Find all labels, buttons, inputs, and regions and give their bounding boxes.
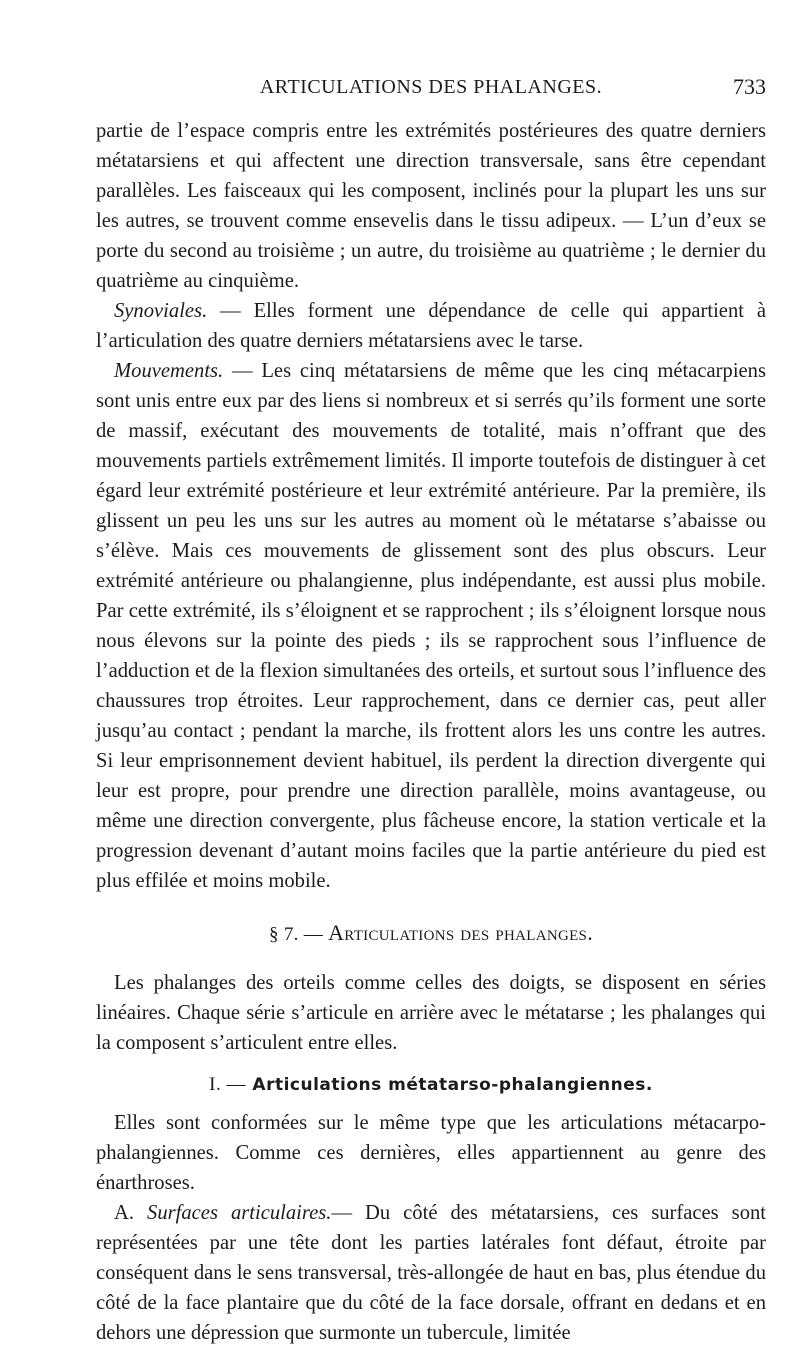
subsection-title: Articulations métatarso-phalangiennes. bbox=[252, 1075, 653, 1095]
subsection-heading bbox=[96, 1070, 766, 1100]
paragraph-conformation: Elles sont conformées sur le même type que les articulations métacarpo-phalangiennes. Comme ces dernières, elles appartiennent au genre des énarthroses. bbox=[96, 1112, 766, 1194]
section-number: § 7. — bbox=[268, 924, 324, 945]
section-title: Articulations des phalanges. bbox=[328, 920, 594, 945]
run-in-heading-surfaces: Surfaces articulaires. bbox=[147, 1202, 332, 1224]
item-label: A. bbox=[114, 1202, 135, 1224]
paragraph-text: — Les cinq métatarsiens de même que les cinq métacarpiens sont unis entre eux par des liens si nombreux et si serrés qu’ils forment une sorte de massif, exécutant des mouvements de totalité, mais n’offrant que des mouvements partiels extrêmement limités. Il importe toutefois de distinguer à cet égard leur extrémité postérieure et leur extrémité antérieure. Par la première, ils glissent un peu les uns sur les autres au moment où le métatarse s’abaisse ou s’élève. Mais ces mouvements de glissement sont des plus obscurs. Leur extrémité antérieure ou phalangienne, plus indépendante, est aussi plus mobile. Par cette extrémité, ils s’éloignent et se rapprochent ; ils s’éloignent lorsque nous nous élevons sur la pointe des pieds ; ils se rapprochent sous l’influence de l’adduction et de la flexion simultanées des orteils, et surtout sous l’influence des chaussures trop étroites. Leur rapprochement, dans ce dernier cas, peut aller jusqu’au contact ; pendant la marche, ils frottent alors les uns contre les autres. Si leur emprisonnement devient habituel, ils perdent la direction divergente qui leur est propre, pour prendre une direction parallèle, moins avantageuse, ou même une direction convergente, plus fâcheuse encore, la station verticale et la progression devenant d’autant moins faciles que la partie antérieure du pied est plus effilée et moins mobile. bbox=[96, 360, 766, 892]
body-text bbox=[96, 116, 766, 1348]
subsection-number: I. — bbox=[209, 1074, 246, 1095]
paragraph-phalanges: Les phalanges des orteils comme celles des doigts, se disposent en séries linéaires. Chaque série s’articule en arrière avec le métatarse ; les phalanges qui la composent s’articulent entre elles. bbox=[96, 972, 766, 1054]
page-number: 733 bbox=[733, 74, 766, 99]
running-header bbox=[96, 74, 766, 106]
paragraph-ligaments: partie de l’espace compris entre les extrémités postérieures des quatre derniers métatarsiens et qui affectent une direction transversale, sans être cependant parallèles. Les faisceaux qui les composent, inclinés pour la plupart les uns sur les autres, se trouvent comme ensevelis dans le tissu adipeux. — L’un d’eux se porte du second au troisième ; un autre, du troisième au quatrième ; le dernier du quatrième au cinquième. bbox=[96, 120, 766, 292]
paragraph-synoviales bbox=[96, 296, 766, 356]
paragraph-text: — Elles forment une dépendance de celle qui appartient à l’articulation des quatre derniers métatarsiens avec le tarse. bbox=[96, 300, 766, 352]
running-title: ARTICULATIONS DES PHALANGES. bbox=[259, 76, 603, 98]
paragraph-text: — Du côté des métatarsiens, ces surfaces sont représentées par une tête dont les parties latérales font défaut, étroite par conséquent dans le sens transversal, très-allongée de haut en bas, plus étendue du côté de la face plantaire que du côté de la face dorsale, offrant en dedans et en dehors une dépression que surmonte un tubercule, limitée bbox=[96, 1202, 767, 1344]
run-in-heading-mouvements: Mouvements. bbox=[114, 360, 224, 382]
section-heading bbox=[96, 918, 766, 950]
paragraph-mouvements bbox=[96, 356, 766, 896]
run-in-heading-synoviales: Synoviales. bbox=[114, 300, 208, 322]
paragraph-surfaces bbox=[96, 1198, 766, 1348]
